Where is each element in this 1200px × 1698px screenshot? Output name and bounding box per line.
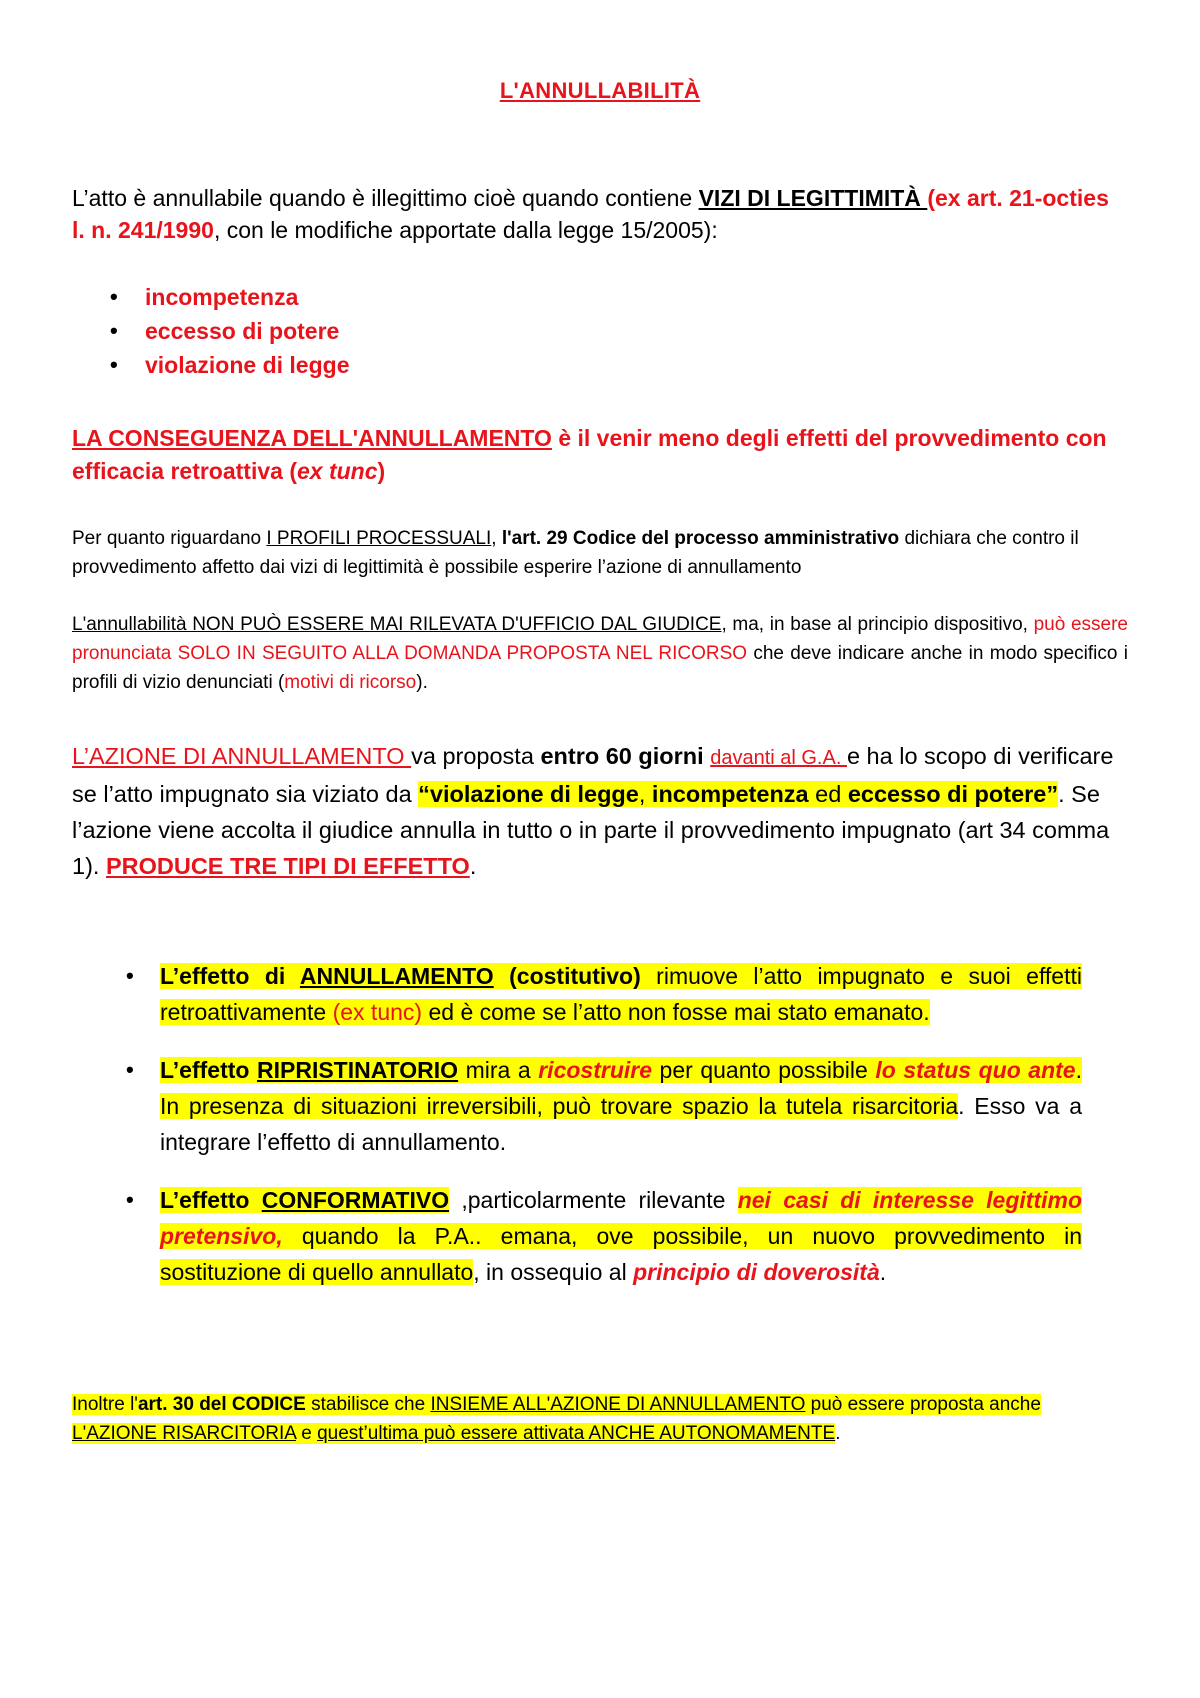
- text: (: [927, 185, 935, 211]
- list-item: [72, 958, 1128, 1030]
- document-title: L'ANNULLABILITÀ: [499, 78, 701, 103]
- text: stabilisce che: [305, 1394, 431, 1415]
- text: RIPRISTINATORIO: [257, 1057, 459, 1083]
- text: (costitutivo): [493, 963, 641, 989]
- text: dichiara che contro il provvedimento affetto dai vizi di legittimità è possibile esperire l’azione di annullamento: [72, 528, 1079, 578]
- text: L'annullabilità NON PUÒ ESSERE MAI RILEVATA D'UFFICIO DAL GIUDICE: [72, 614, 722, 635]
- text: incompetenza: [651, 781, 809, 807]
- text: quando la P.A.. emana, ove possibile, un nuovo provvedimento in sostituzione di quello annullato: [160, 1223, 1082, 1285]
- text: lo status quo ante: [875, 1057, 1076, 1083]
- conseguenza-paragraph: [72, 422, 1128, 488]
- bullet-icon: •: [110, 318, 118, 343]
- text: L’effetto: [160, 1187, 262, 1213]
- list-item-label: incompetenza: [145, 284, 299, 310]
- article-reference: art. 30 del CODICE: [137, 1394, 306, 1415]
- text: ed è come se l’atto non fosse mai stato emanato.: [422, 999, 930, 1025]
- list-item: [72, 1182, 1128, 1290]
- text: PRODUCE TRE TIPI DI EFFETTO: [105, 853, 470, 879]
- text: , con le modifiche apportate dalla legge 15/2005):: [213, 217, 718, 243]
- text: “violazione di legge: [418, 781, 639, 807]
- text: L’effetto: [160, 1057, 257, 1083]
- text: e ha lo scopo di verificare se l’atto impugnato sia viziato da: [72, 743, 1114, 807]
- text: può essere proposta anche: [805, 1394, 1041, 1415]
- azione-paragraph: [72, 738, 1118, 884]
- article-reference: l'art. 29 Codice del processo amministrativo: [501, 528, 900, 549]
- text: , ma, in base al principio dispositivo,: [721, 614, 1034, 635]
- list-item-label: eccesso di potere: [145, 318, 340, 344]
- text: rimuove l’atto impugnato e suoi effetti retroattivamente: [160, 963, 1082, 1025]
- list-item-label: violazione di legge: [145, 352, 350, 378]
- text: ed: [808, 781, 848, 807]
- text: , in ossequio al: [473, 1259, 634, 1285]
- text: ,: [491, 528, 502, 549]
- text: INSIEME ALL'AZIONE DI ANNULLAMENTO: [430, 1394, 806, 1415]
- text: Inoltre l': [72, 1394, 138, 1415]
- text: .: [469, 853, 477, 879]
- bullet-icon: •: [110, 352, 118, 377]
- text: è il venir meno degli effetti del provvedimento con efficacia retroattiva (: [72, 425, 1107, 484]
- text: quest’ultima può essere attivata ANCHE AUTONOMAMENTE: [317, 1423, 836, 1444]
- list-item: [72, 1052, 1128, 1160]
- text: per quanto possibile: [652, 1057, 876, 1083]
- bullet-icon: •: [126, 1187, 134, 1212]
- text: può essere pronunciata SOLO IN SEGUITO ALLA DOMANDA PROPOSTA NEL RICORSO: [72, 614, 1128, 664]
- text: .: [835, 1423, 841, 1444]
- text: ,: [638, 781, 652, 807]
- profili-paragraph: [72, 524, 1128, 582]
- text: L'AZIONE RISARCITORIA: [72, 1423, 296, 1444]
- rilevabilita-paragraph: [72, 610, 1128, 697]
- list-item: [72, 348, 1128, 382]
- text: L’atto è annullabile quando è illegittimo cioè quando contiene: [72, 185, 699, 211]
- risarcitoria-paragraph: [72, 1390, 1128, 1448]
- list-item: [72, 314, 1128, 348]
- text: L’effetto di: [160, 963, 300, 989]
- text: ricostruire: [538, 1057, 652, 1083]
- profili-heading: I PROFILI PROCESSUALI: [266, 528, 492, 549]
- conseguenza-heading: LA CONSEGUENZA DELL'ANNULLAMENTO: [72, 425, 552, 451]
- text: mira a: [458, 1057, 539, 1083]
- azione-heading: L’AZIONE DI ANNULLAMENTO: [72, 743, 412, 769]
- text: . Esso va a integrare l’effetto di annullamento.: [160, 1093, 1082, 1155]
- text: (ex tunc): [332, 999, 423, 1025]
- effetti-list: [72, 958, 1128, 1312]
- text: ,particolarmente rilevante: [449, 1187, 738, 1213]
- text: .: [879, 1259, 887, 1285]
- text: e: [295, 1423, 318, 1444]
- bullet-icon: •: [110, 284, 118, 309]
- text: entro 60 giorni: [540, 743, 704, 769]
- list-item: [72, 280, 1128, 314]
- text: . In presenza di situazioni irreversibili, può trovare spazio la tutela risarcitoria: [160, 1057, 1082, 1119]
- bullet-icon: •: [126, 1057, 134, 1082]
- law-reference: ex art. 21-octies l. n. 241/1990: [72, 185, 1109, 243]
- text: motivi di ricorso: [284, 672, 417, 693]
- text: ANNULLAMENTO: [299, 963, 494, 989]
- vizi-list: [72, 280, 1128, 382]
- text: ): [377, 458, 386, 484]
- text: eccesso di potere”: [847, 781, 1059, 807]
- text: che deve indicare anche in modo specifico i profili di vizio denunciati (: [72, 643, 1128, 693]
- text: davanti al G.A.: [710, 747, 847, 769]
- text: principio di doverosità: [633, 1259, 880, 1285]
- text: . Se l’azione viene accolta il giudice annulla in tutto o in parte il provvedimento impugnato (art 34 comma 1).: [72, 781, 1110, 879]
- text: CONFORMATIVO: [261, 1187, 450, 1213]
- vizi-heading: VIZI DI LEGITTIMITÀ: [698, 185, 928, 211]
- text: nei casi di interesse legittimo pretensivo,: [160, 1187, 1082, 1249]
- intro-paragraph: [72, 182, 1128, 246]
- text: ex tunc: [296, 458, 378, 484]
- text: va proposta: [411, 743, 541, 769]
- text: ).: [416, 672, 428, 693]
- text: Per quanto riguardano: [72, 528, 267, 549]
- bullet-icon: •: [126, 963, 134, 988]
